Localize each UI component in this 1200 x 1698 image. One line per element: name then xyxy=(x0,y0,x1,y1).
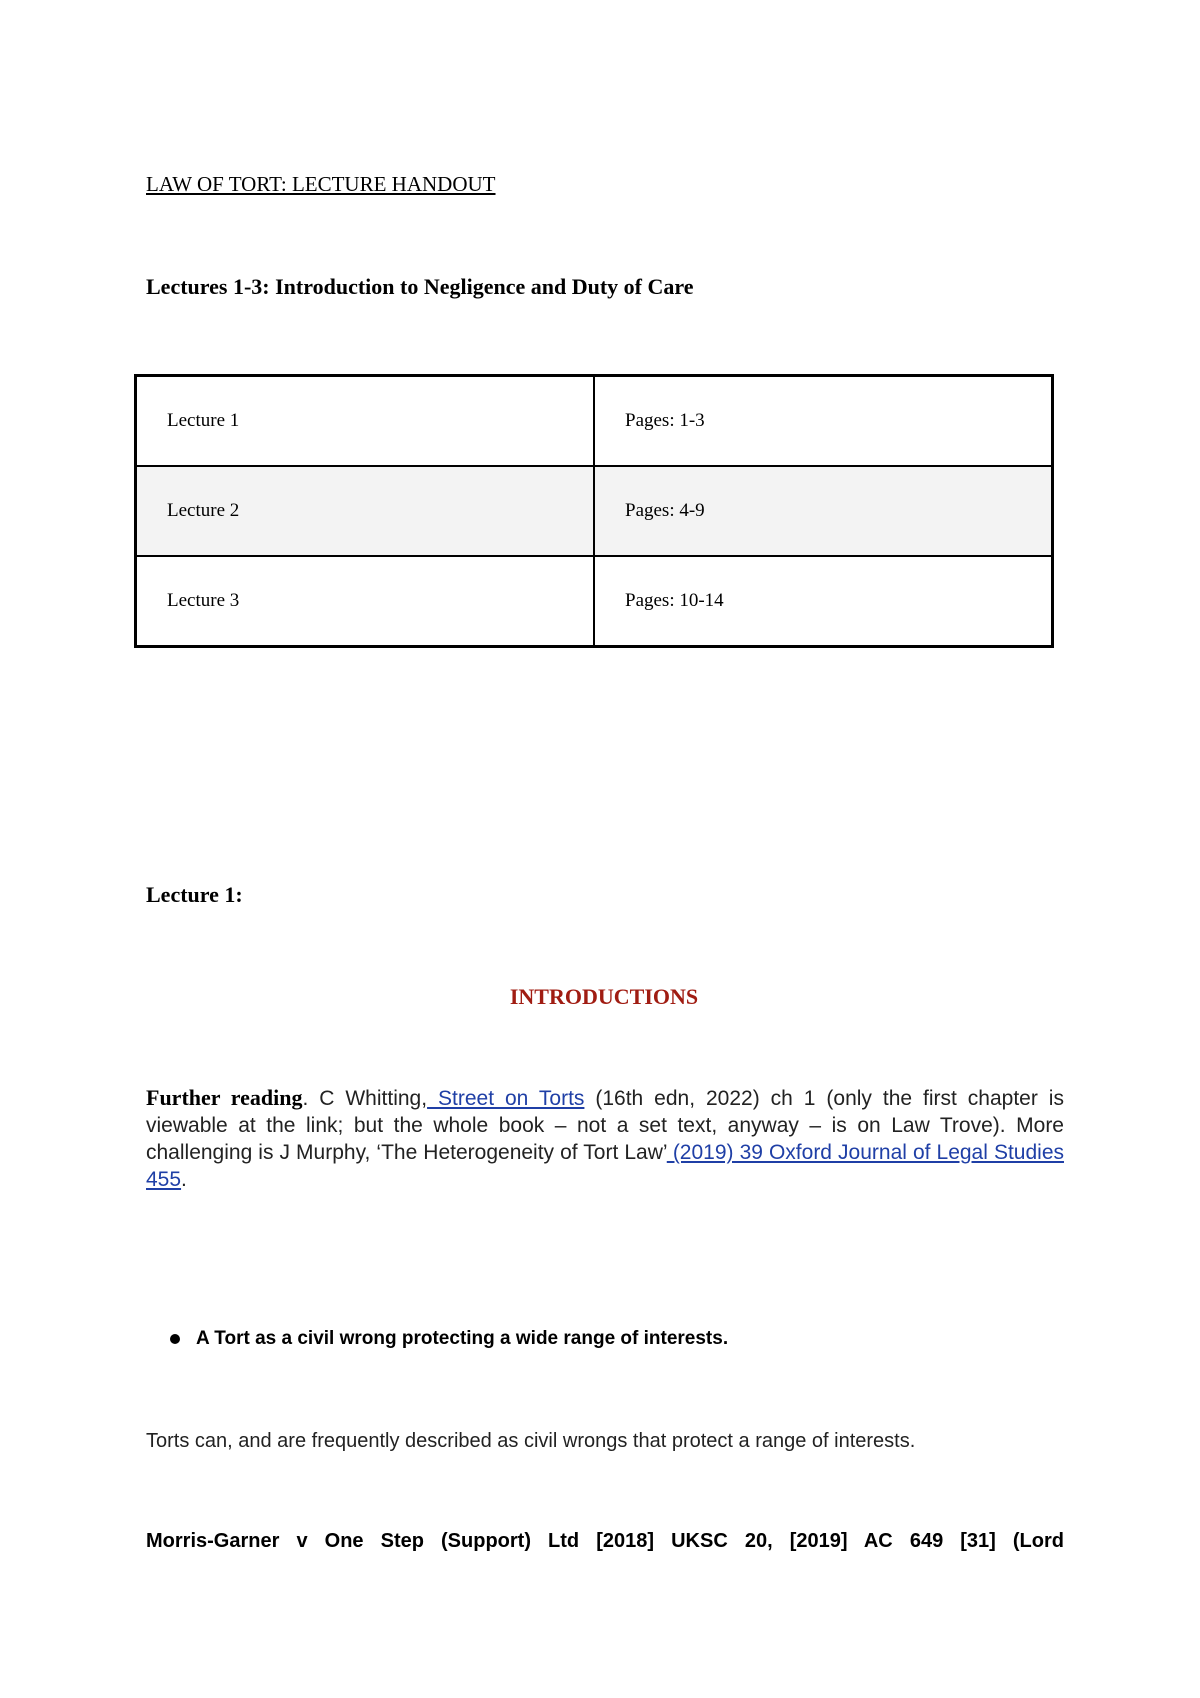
reading-text: . xyxy=(181,1168,187,1191)
section-heading: Lecture 1: xyxy=(146,882,243,907)
pages-cell: Pages: 4-9 xyxy=(594,466,1053,556)
case-citation: Morris-Garner v One Step (Support) Ltd [2018] UKSC 20, [2019] AC 649 [31] (Lord xyxy=(146,1530,1064,1552)
reading-text: (16th edn, 2022) ch 1 (only the first chapter is viewable at the link; but the whole book – not a set text, anyway – is on Law Trove). More challenging is J Murphy, ‘The Heterogeneity of Tort Law’ xyxy=(146,1087,1064,1164)
document-subtitle: Lectures 1-3: Introduction to Negligence and Duty of Care xyxy=(146,274,694,299)
ojls-article-link[interactable]: (2019) 39 Oxford Journal of Legal Studies 455 xyxy=(146,1141,1064,1191)
table-row xyxy=(136,556,1053,647)
pages-cell: Pages: 1-3 xyxy=(594,376,1053,467)
further-reading-paragraph xyxy=(146,1084,1064,1193)
bullet-icon xyxy=(170,1334,180,1344)
bullet-text: A Tort as a civil wrong protecting a wide range of interests. xyxy=(196,1328,729,1349)
lecture-schedule-table xyxy=(134,374,1054,648)
lecture-cell: Lecture 3 xyxy=(136,556,595,647)
pages-cell: Pages: 10-14 xyxy=(594,556,1053,647)
bullet-list xyxy=(170,1328,728,1350)
list-item xyxy=(170,1328,728,1350)
table-row xyxy=(136,466,1053,556)
document-title: LAW OF TORT: LECTURE HANDOUT xyxy=(146,172,496,196)
body-paragraph: Torts can, and are frequently described as civil wrongs that protect a range of interests. xyxy=(146,1430,916,1452)
table-row xyxy=(136,376,1053,467)
lecture-cell: Lecture 2 xyxy=(136,466,595,556)
topic-heading: INTRODUCTIONS xyxy=(509,984,699,1009)
lecture-cell: Lecture 1 xyxy=(136,376,595,467)
reading-text: . C Whitting, xyxy=(302,1087,428,1110)
further-reading-label: Further reading xyxy=(146,1085,303,1110)
street-on-torts-link[interactable]: Street on Torts xyxy=(427,1087,585,1110)
